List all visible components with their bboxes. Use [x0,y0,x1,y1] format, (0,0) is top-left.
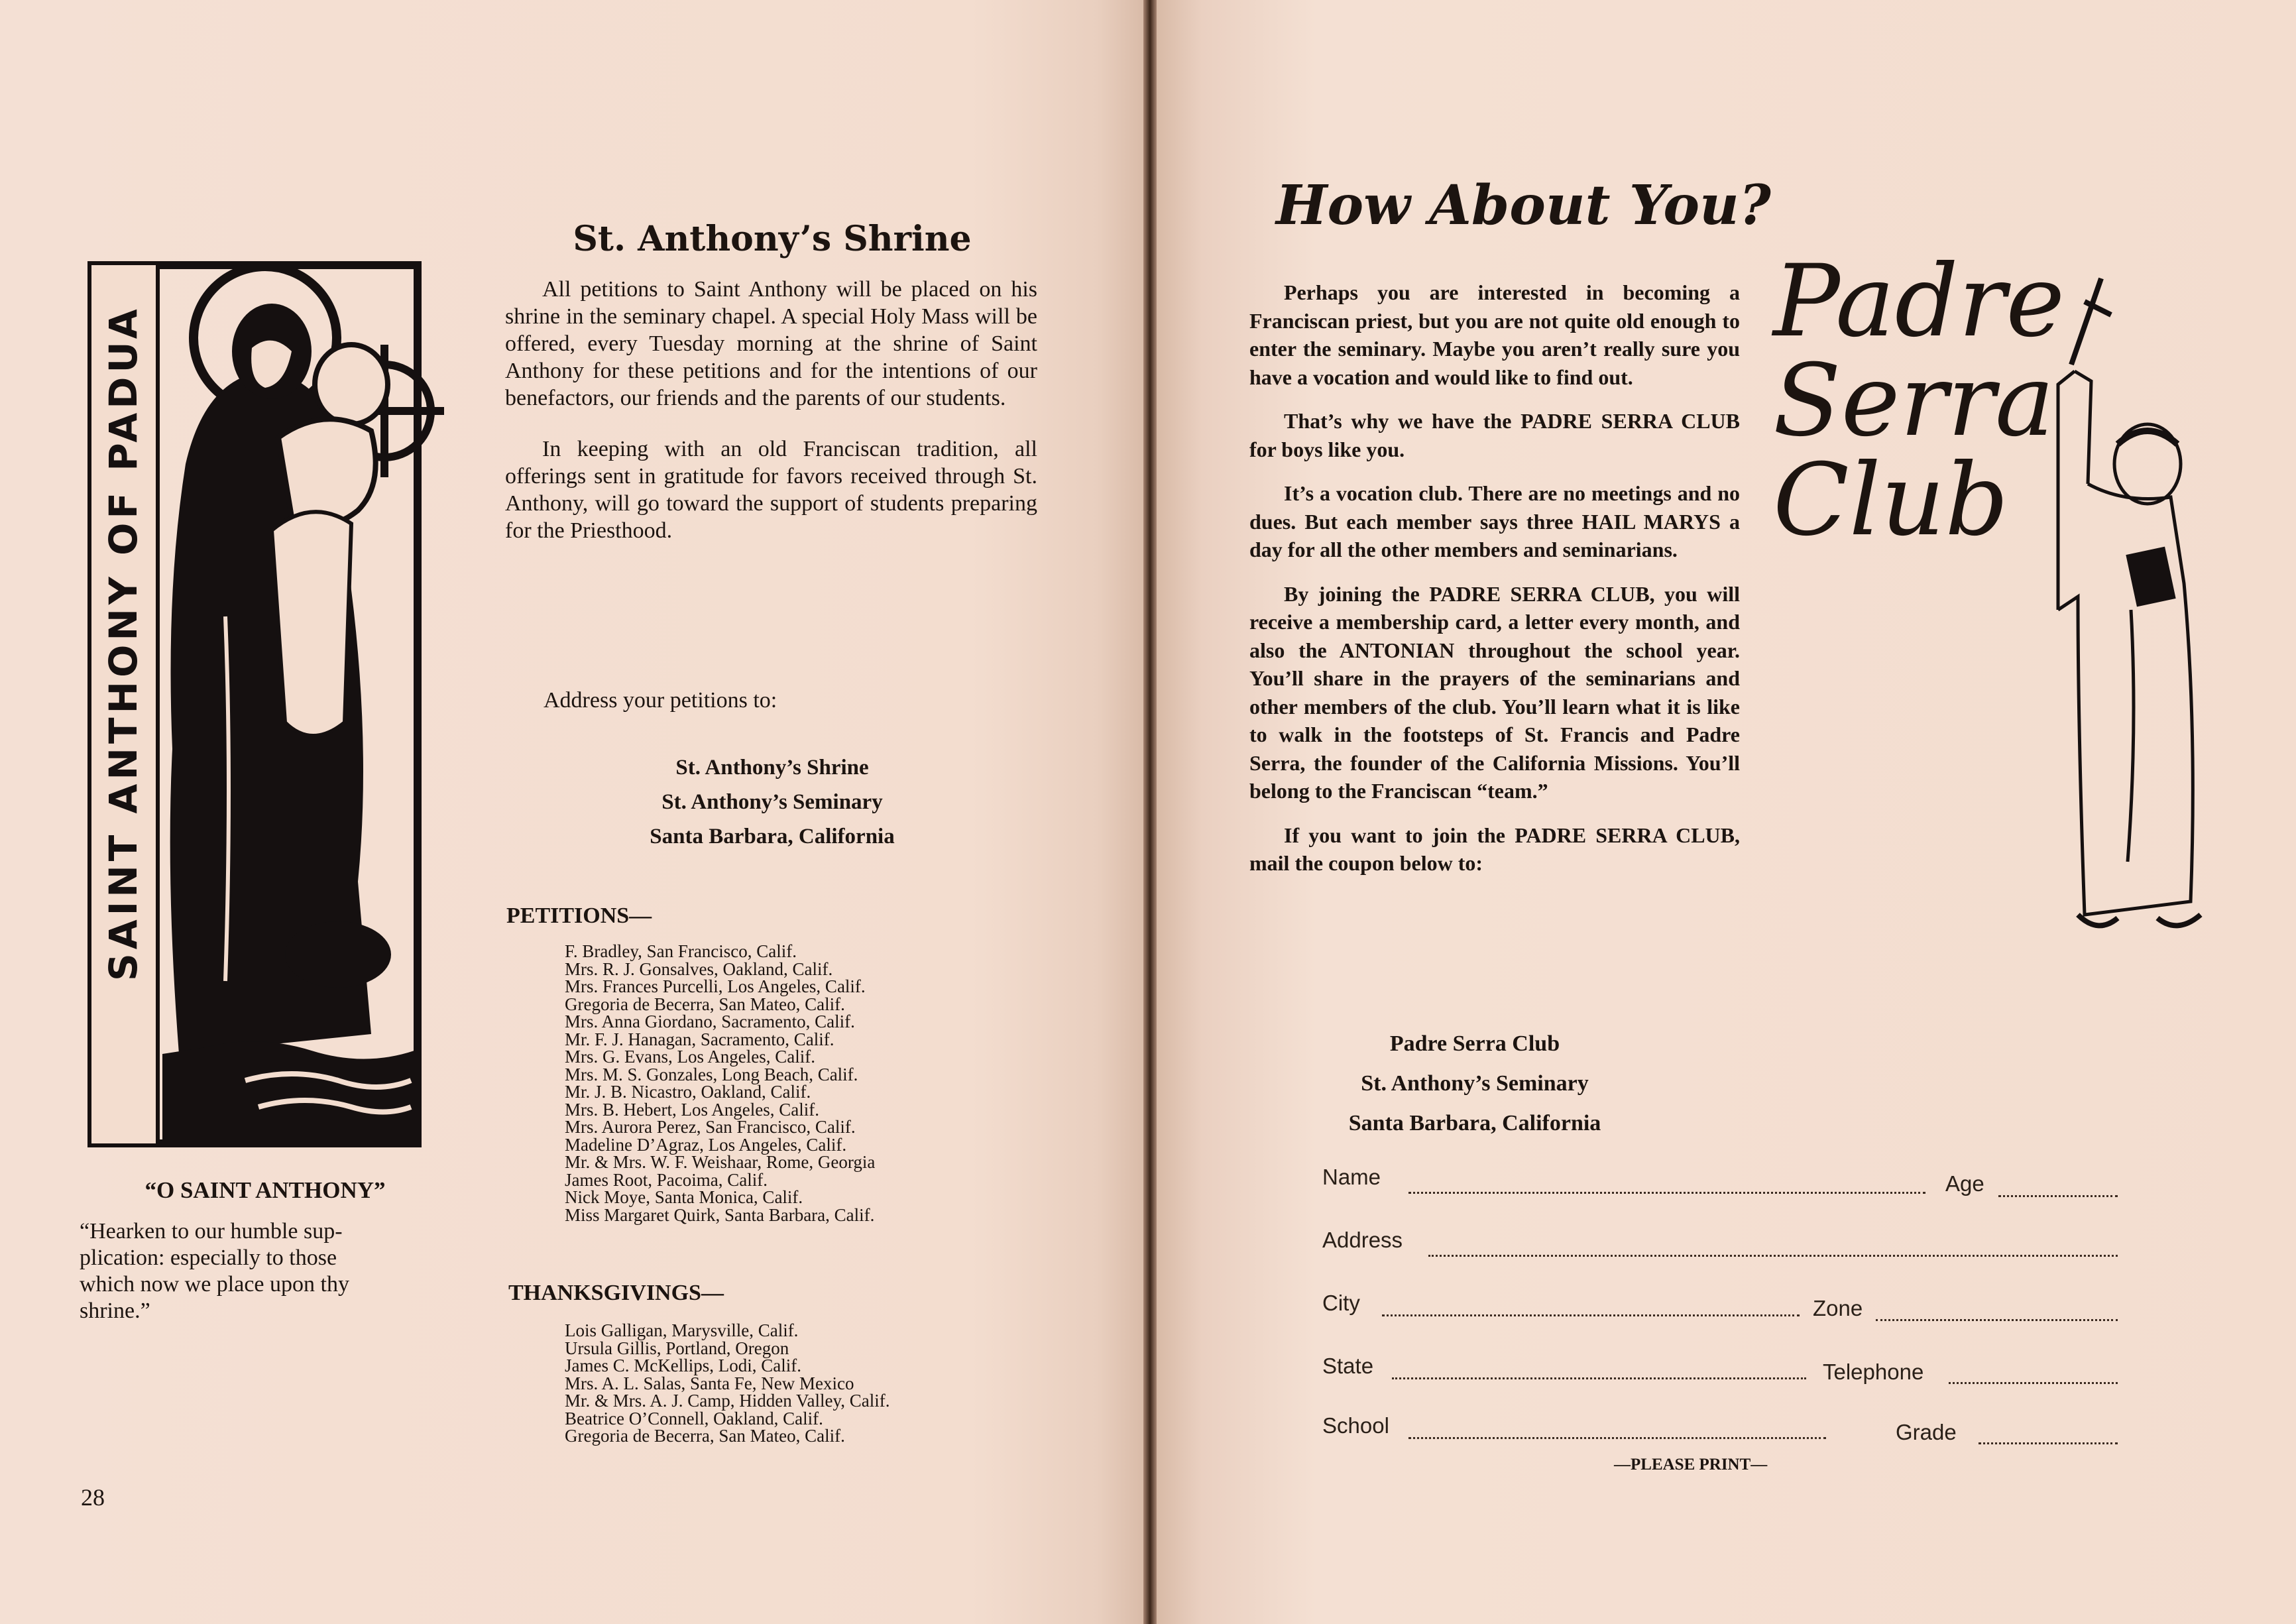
caption-text [80,1218,451,1324]
caption-line: shrine.” [80,1299,150,1323]
caption-title: “O SAINT ANTHONY” [144,1177,386,1203]
club-paragraph: Perhaps you are interested in becoming a Franciscan priest, but you are not quite old enough to enter the seminary. Maybe you aren’t really sure you have a vocation and would like to find out. [1249,280,1740,389]
caption-line: “Hearken to our humble sup- [80,1219,343,1244]
saint-anthony-illustration [73,219,444,1160]
petitions-list [565,943,1042,1224]
state-label: State [1322,1354,1374,1378]
city-field[interactable] [1382,1314,1800,1316]
shrine-paragraph: In keeping with an old Franciscan tradition, all offerings sent in gratitude for favors received through St. Anthony, will go toward the support of students preparing for the Priesthood. [505,437,1037,543]
list-item: Mrs. B. Hebert, Los Angeles, Calif. [565,1099,819,1120]
zone-field[interactable] [1876,1319,2118,1321]
friar-illustration [2012,265,2230,961]
mail-address [1243,1024,1707,1143]
school-field[interactable] [1408,1437,1826,1439]
list-item: James Root, Pacoima, Calif. [565,1169,768,1190]
club-title [1773,244,2065,558]
page-number: 28 [81,1484,105,1511]
list-item: Mr. & Mrs. A. J. Camp, Hidden Valley, Calif. [565,1391,890,1411]
address-line: Santa Barbara, California [1348,1111,1601,1135]
address-field[interactable] [1428,1255,2118,1257]
address-intro: Address your petitions to: [544,688,777,713]
list-item: Mr. J. B. Nicastro, Oakland, Calif. [565,1082,811,1102]
list-item: Gregoria de Becerra, San Mateo, Calif. [565,994,845,1014]
name-label: Name [1322,1165,1381,1189]
address-label: Address [1322,1228,1403,1252]
shrine-address [504,750,1041,854]
club-paragraph: By joining the PADRE SERRA CLUB, you will receive a membership card, a letter every month, and also the ANTONIAN throughout the school year. You’ll share in the prayers of the seminarians and other members of the club. You’ll learn what it is like to walk in the footsteps of St. Francis and Padre Serra, the founder of the California Missions. You’ll belong to the Franciscan “team.” [1249,581,1740,803]
left-page [0,0,1143,1624]
list-item: Mrs. G. Evans, Los Angeles, Calif. [565,1047,815,1067]
shrine-body [505,276,1037,568]
shrine-paragraph: All petitions to Saint Anthony will be placed on his shrine in the seminary chapel. A special Holy Mass will be offered, every Tuesday morning at the shrine of Saint Anthony for these petitions and for the intentions of our benefactors, our friends and the parents of our students. [505,277,1037,410]
list-item: Mr. & Mrs. W. F. Weishaar, Rome, Georgia [565,1152,876,1172]
list-item: Mrs. Anna Giordano, Sacramento, Calif. [565,1012,855,1031]
age-label: Age [1945,1171,1984,1196]
list-item: Madeline D’Agraz, Los Angeles, Calif. [565,1134,847,1155]
club-title-line: Padre [1773,244,2065,359]
club-body [1249,278,1740,894]
zone-label: Zone [1813,1296,1863,1320]
club-paragraph: That’s why we have the PADRE SERRA CLUB for boys like you. [1249,409,1740,461]
state-field[interactable] [1392,1377,1806,1379]
list-item: Mrs. Aurora Perez, San Francisco, Calif. [565,1117,856,1137]
grade-field[interactable] [1979,1442,2118,1444]
address-line: St. Anthony’s Shrine [675,756,869,780]
list-item: James C. McKellips, Lodi, Calif. [565,1356,801,1375]
book-gutter [1143,0,1157,1624]
list-item: Mr. F. J. Hanagan, Sacramento, Calif. [565,1029,834,1049]
address-line: Santa Barbara, California [650,825,895,848]
name-field[interactable] [1408,1192,1925,1194]
list-item: Mrs. A. L. Salas, Santa Fe, New Mexico [565,1373,854,1393]
telephone-field[interactable] [1949,1382,2118,1384]
age-field[interactable] [1998,1195,2118,1197]
petitions-heading: PETITIONS— [506,903,652,928]
list-item: Mrs. R. J. Gonsalves, Oakland, Calif. [565,958,833,979]
list-item: F. Bradley, San Francisco, Calif. [565,941,797,961]
school-label: School [1322,1413,1389,1438]
list-item: Ursula Gillis, Portland, Oregon [565,1338,789,1358]
right-page [1157,0,2296,1624]
city-label: City [1322,1291,1360,1315]
image-vertical-text: SAINT ANTHONY OF PADUA [101,305,146,981]
shrine-title: St. Anthony’s Shrine [573,219,972,259]
how-about-you-heading: How About You? [1276,174,1771,237]
grade-label: Grade [1896,1420,1957,1444]
caption-line: plication: especially to those [80,1246,337,1270]
thanksgivings-heading: THANKSGIVINGS— [508,1281,724,1305]
list-item: Nick Moye, Santa Monica, Calif. [565,1187,803,1207]
list-item: Mrs. M. S. Gonzales, Long Beach, Calif. [565,1064,858,1084]
address-line: St. Anthony’s Seminary [1361,1071,1589,1096]
list-item: Beatrice O’Connell, Oakland, Calif. [565,1408,823,1428]
club-title-line: Serra [1773,343,2055,459]
club-paragraph: If you want to join the PADRE SERRA CLUB, mail the coupon below to: [1249,823,1740,875]
club-title-line: Club [1773,443,2009,558]
list-item: Gregoria de Becerra, San Mateo, Calif. [565,1426,845,1446]
list-item: Lois Galligan, Marysville, Calif. [565,1320,799,1340]
address-line: St. Anthony’s Seminary [661,790,883,814]
thanksgivings-list [565,1322,1042,1445]
club-paragraph: It’s a vocation club. There are no meetings and no dues. But each member says three HAIL MARYS a day for all the other members and seminarians. [1249,481,1740,561]
please-print-note: —PLEASE PRINT— [1614,1456,1768,1474]
list-item: Mrs. Frances Purcelli, Los Angeles, Calif. [565,976,866,996]
telephone-label: Telephone [1823,1360,1924,1384]
list-item: Miss Margaret Quirk, Santa Barbara, Calif. [565,1204,875,1225]
address-line: Padre Serra Club [1389,1031,1560,1056]
caption-line: which now we place upon thy [80,1272,349,1297]
